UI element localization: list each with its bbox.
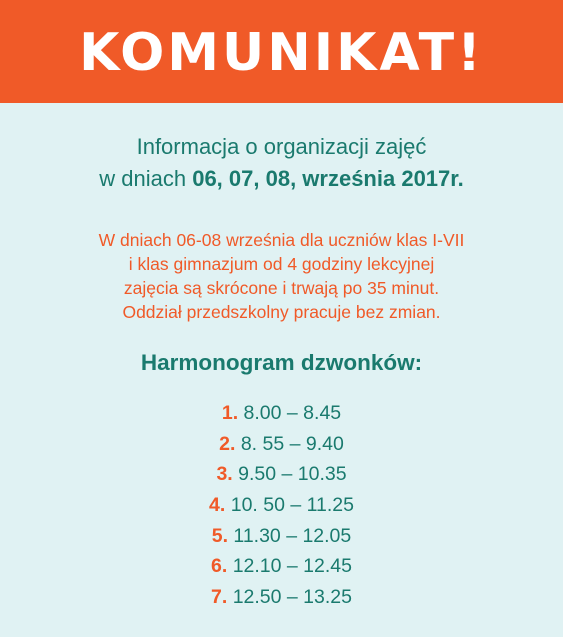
- schedule-item: [0, 490, 563, 521]
- schedule-list: [0, 398, 563, 613]
- schedule-item-number: 1.: [221, 402, 239, 424]
- schedule-item-time: 10. 50 – 11.25: [230, 494, 354, 517]
- schedule-item-time: 9.50 – 10.35: [238, 463, 347, 486]
- schedule-item: [0, 551, 563, 582]
- info-line-2-prefix: w dniach: [99, 166, 193, 191]
- schedule-item-number: 6.: [211, 555, 228, 578]
- schedule-item-time: 8. 55 – 9.40: [240, 432, 344, 455]
- schedule-item: [0, 429, 563, 460]
- schedule-item-time: 12.10 – 12.45: [232, 555, 352, 578]
- schedule-item: [0, 521, 563, 552]
- schedule-item-number: 5.: [211, 524, 228, 547]
- notice-line: zajęcia są skrócone i trwają po 35 minut.: [123, 278, 440, 298]
- info-line-2: [0, 163, 563, 195]
- info-dates: 06, 07, 08, września 2017r.: [192, 166, 464, 191]
- schedule-item-number: 7.: [211, 586, 228, 609]
- schedule-item: [0, 582, 563, 613]
- notice-line: Oddział przedszkolny pracuje bez zmian.: [122, 302, 441, 322]
- schedule-item-time: 12.50 – 13.25: [232, 586, 352, 609]
- notice-text: [0, 228, 563, 324]
- schedule-item: [0, 459, 563, 490]
- banner-title: KOMUNIKAT!: [79, 22, 484, 83]
- schedule-item-number: 4.: [209, 494, 226, 517]
- schedule-item-time: 11.30 – 12.05: [233, 524, 352, 547]
- notice-line: W dniach 06-08 września dla uczniów klas I-VII: [98, 230, 465, 250]
- header-banner: [0, 0, 563, 103]
- schedule-item-time: 8.00 – 8.45: [243, 402, 342, 424]
- schedule-title: Harmonogram dzwonków:: [140, 350, 423, 375]
- notice-line: i klas gimnazjum od 4 godziny lekcyjnej: [128, 254, 435, 274]
- schedule-item-number: 2.: [219, 432, 236, 455]
- info-line-1: Informacja o organizacji zajęć: [136, 134, 427, 159]
- schedule-item: [0, 398, 563, 429]
- schedule-item-number: 3.: [216, 463, 233, 486]
- info-heading: [0, 131, 563, 195]
